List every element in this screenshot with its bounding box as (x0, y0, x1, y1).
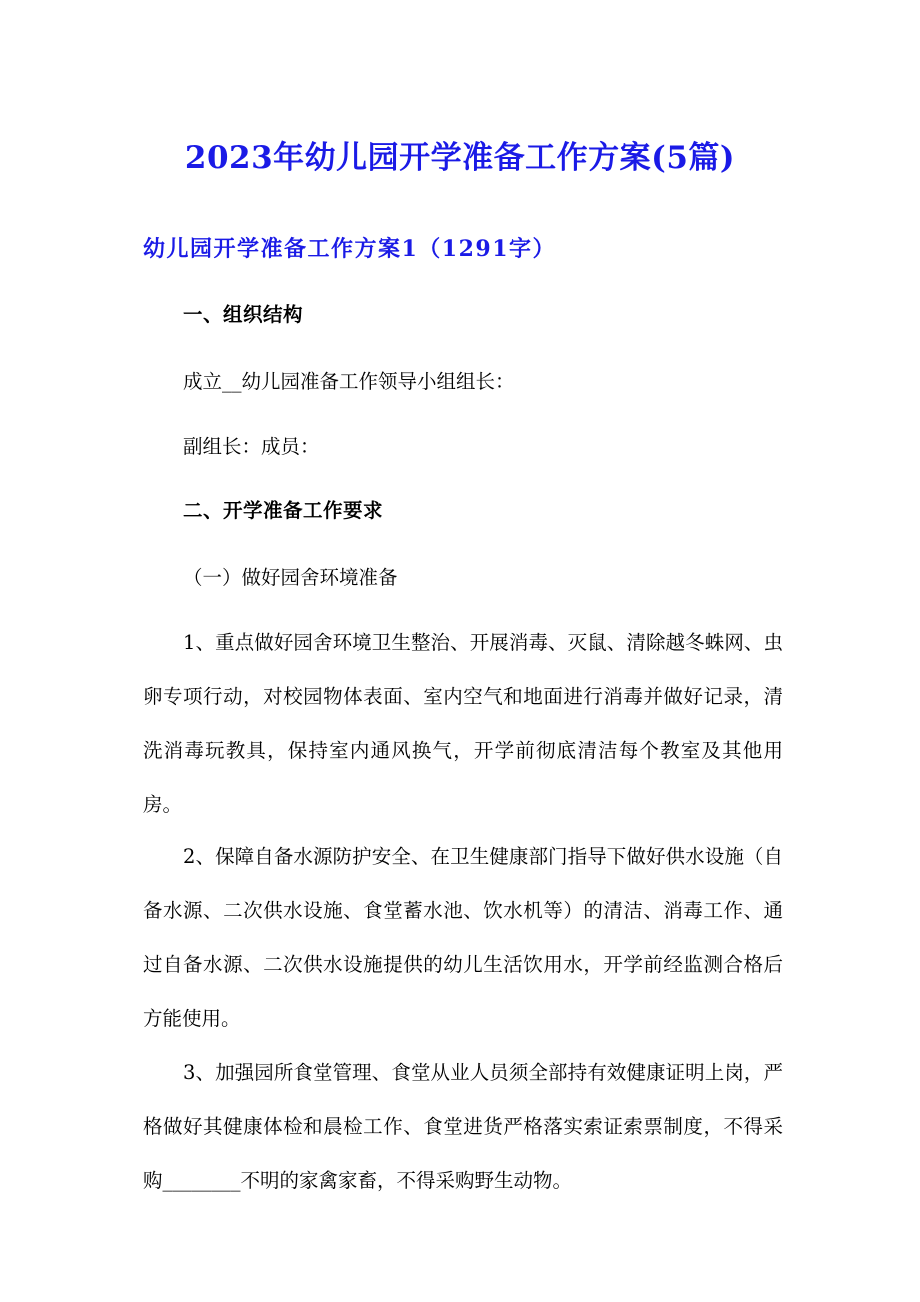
paragraph-2: 2、保障自备水源防护安全、在卫生健康部门指导下做好供水设施（自备水源、二次供水设施、食堂蓄水池、饮水机等）的清洁、消毒工作、通过自备水源、二次供水设施提供的幼儿生活饮用水，开学前经监测合格后方能使用。 (143, 845, 783, 1030)
paragraph-3: 3、加强园所食堂管理、食堂从业人员须全部持有效健康证明上岗，严格做好其健康体检和晨检工作、食堂进货严格落实索证索票制度，不得采购________不明的家禽家畜，不得采购野生动物。 (143, 1061, 783, 1192)
section-heading-requirements: 二、开学准备工作要求 (183, 499, 384, 522)
org-line-leader: 成立__幼儿园准备工作领导小组组长： (183, 370, 515, 393)
subsection-heading-environment: （一）做好园舍环境准备 (183, 566, 398, 589)
article-heading: 幼儿园开学准备工作方案1（1291字） (143, 236, 557, 262)
document-title: 2023年幼儿园开学准备工作方案(5篇) (184, 140, 736, 176)
org-line-members: 副组长：成员： (183, 435, 320, 458)
paragraph-1: 1、重点做好园舍环境卫生整治、开展消毒、灭鼠、清除越冬蛛网、虫卵专项行动，对校园物体表面、室内空气和地面进行消毒并做好记录，清洗消毒玩教具，保持室内通风换气，开学前彻底清洁每个教室及其他用房。 (143, 631, 783, 816)
section-heading-org: 一、组织结构 (183, 303, 304, 326)
